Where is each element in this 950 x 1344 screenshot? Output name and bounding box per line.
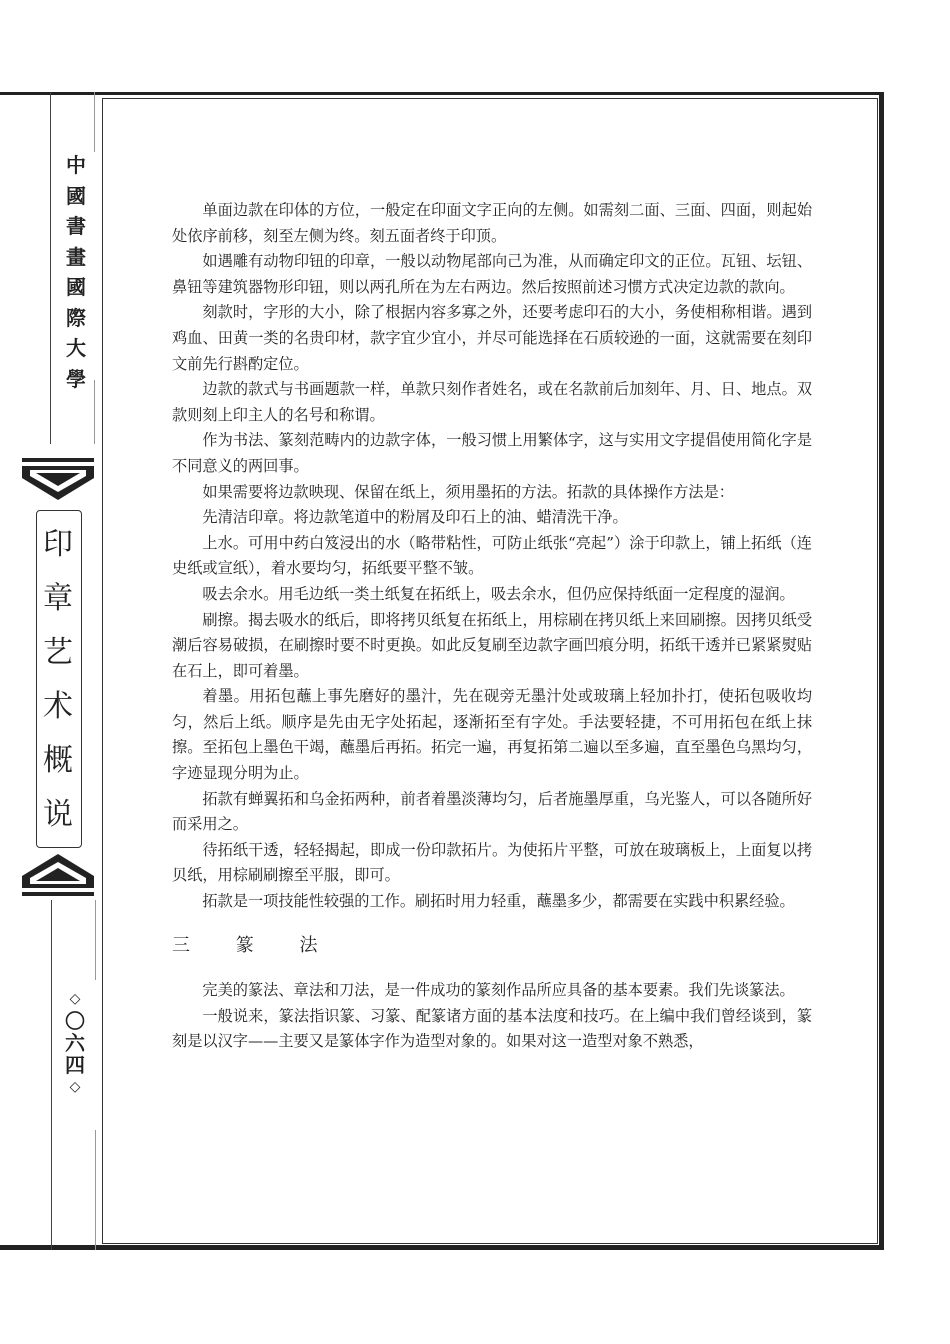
paragraph: 先清洁印章。将边款笔道中的粉屑及印石上的油、蜡清洗干净。 xyxy=(202,508,628,527)
university-char: 國 xyxy=(66,275,86,299)
book-title-char: 章 xyxy=(43,581,73,616)
paragraph: 上水。可用中药白笈浸出的水（略带粘性，可防止纸张“亮起”）涂于印款上，铺上拓纸（连史纸或宣纸），着水要均匀，拓纸要平整不皱。 xyxy=(172,533,812,578)
section-heading: 三 篆 法 xyxy=(172,934,338,956)
paragraph: 吸去余水。用毛边纸一类土纸复在拓纸上，吸去余水，但仍应保持纸面一定程度的湿润。 xyxy=(202,584,795,603)
page-number-char: 〇 xyxy=(65,1009,85,1033)
page-number xyxy=(60,988,90,1098)
university-char: 畫 xyxy=(66,244,86,269)
sidebar-rule-right-bottom xyxy=(95,1130,96,1250)
book-title-char: 术 xyxy=(43,689,73,724)
sidebar-rule-right-low xyxy=(95,900,96,980)
paragraph: 作为书法、篆刻范畴内的边款字体，一般习惯上用繁体字，这与实用文字提倡使用简化字是不同意义的两回事。 xyxy=(172,431,812,475)
book-title xyxy=(36,518,80,842)
page-number-char: 四 xyxy=(65,1053,85,1077)
diamond-icon: ◇ xyxy=(69,1079,81,1095)
title-top-chevron xyxy=(22,466,94,502)
paragraph: 一般说来，篆法指识篆、习篆、配篆诸方面的基本法度和技巧。在上编中我们曾经谈到，篆刻是以汉字——主要又是篆体字作为造型对象的。如果对这一造型对象不熟悉， xyxy=(172,1006,812,1051)
book-title-char: 说 xyxy=(43,797,73,832)
sidebar-rule-right-top xyxy=(94,92,95,152)
university-name xyxy=(58,150,94,394)
paragraph: 刻款时，字形的大小，除了根据内容多寡之外，还要考虑印石的大小，务使相称相谐。遇到鸡血、田黄一类的名贵印材，款字宜少宜小，并尽可能选择在石质较逊的一面，这就需要在刻印文前先行斟酌定位。 xyxy=(172,303,812,373)
book-title-char: 概 xyxy=(43,743,73,778)
paragraph: 刷擦。揭去吸水的纸后，即将拷贝纸复在拓纸上，用棕刷在拷贝纸上来回刷擦。因拷贝纸受潮后容易破损，在刷擦时要不时更换。如此反复刷至边款字画凹痕分明，拓纸干透并已紧紧熨贴在石上，即可着墨。 xyxy=(172,610,812,680)
paragraph: 待拓纸干透，轻轻揭起，即成一份印款拓片。为使拓片平整，可放在玻璃板上，上面复以拷贝纸，用棕刷刷擦至平服，即可。 xyxy=(172,840,812,885)
book-title-panel xyxy=(18,458,98,898)
university-char: 際 xyxy=(66,305,86,330)
sidebar-rule-right-mid xyxy=(94,380,95,444)
university-char: 書 xyxy=(66,214,86,238)
page-number-char: 六 xyxy=(65,1031,85,1055)
title-bottom-chevron xyxy=(22,852,94,888)
diamond-icon: ◇ xyxy=(69,991,81,1007)
paragraph: 完美的篆法、章法和刀法，是一件成功的篆刻作品所应具备的基本要素。我们先谈篆法。 xyxy=(202,981,795,1000)
paragraph: 如遇雕有动物印钮的印章，一般以动物尾部向己为准，从而确定印文的正位。瓦钮、坛钮、鼻钮等建筑器物形印钮，则以两孔所在为左右两边。然后按照前述习惯方式决定边款的款向。 xyxy=(172,252,812,296)
title-bottom-bar xyxy=(22,892,94,896)
university-char: 學 xyxy=(66,366,86,391)
sidebar-rule-left-top xyxy=(50,92,51,444)
paragraph: 着墨。用拓包蘸上事先磨好的墨汁，先在砚旁无墨汁处或玻璃上轻加扑打，使拓包吸收均匀，然后上纸。顺序是先由无字处拓起，逐渐拓至有字处。手法要轻捷，不可用拓包在纸上抹擦。至拓包上墨色干竭，蘸墨后再拓。拓完一遍，再复拓第二遍以至多遍，直至墨色乌黑均匀，字迹显现分明为止。 xyxy=(172,687,812,783)
sidebar-rule-left-bottom xyxy=(51,900,52,1250)
title-top-bar xyxy=(22,458,94,462)
paragraph: 如果需要将边款映现、保留在纸上，须用墨拓的方法。拓款的具体操作方法是： xyxy=(202,482,734,501)
main-text xyxy=(172,198,812,1055)
paragraph: 边款的款式与书画题款一样，单款只刻作者姓名，或在名款前后加刻年、月、日、地点。双款则刻上印主人的名号和称谓。 xyxy=(172,380,812,424)
university-char: 中 xyxy=(66,153,86,177)
paragraph: 单面边款在印体的方位，一般定在印面文字正向的左侧。如需刻二面、三面、四面，则起始处依序前移，刻至左侧为终。刻五面者终于印顶。 xyxy=(172,201,812,245)
paragraph: 拓款有蝉翼拓和乌金拓两种，前者着墨淡薄均匀，后者施墨厚重，乌光鉴人，可以各随所好而采用之。 xyxy=(172,789,812,834)
university-char: 國 xyxy=(66,183,86,208)
book-title-char: 印 xyxy=(43,527,73,562)
book-title-char: 艺 xyxy=(43,635,73,670)
paragraph: 拓款是一项技能性较强的工作。刷拓时用力轻重，蘸墨多少，都需要在实践中积累经验。 xyxy=(202,892,795,911)
university-char: 大 xyxy=(66,336,86,360)
